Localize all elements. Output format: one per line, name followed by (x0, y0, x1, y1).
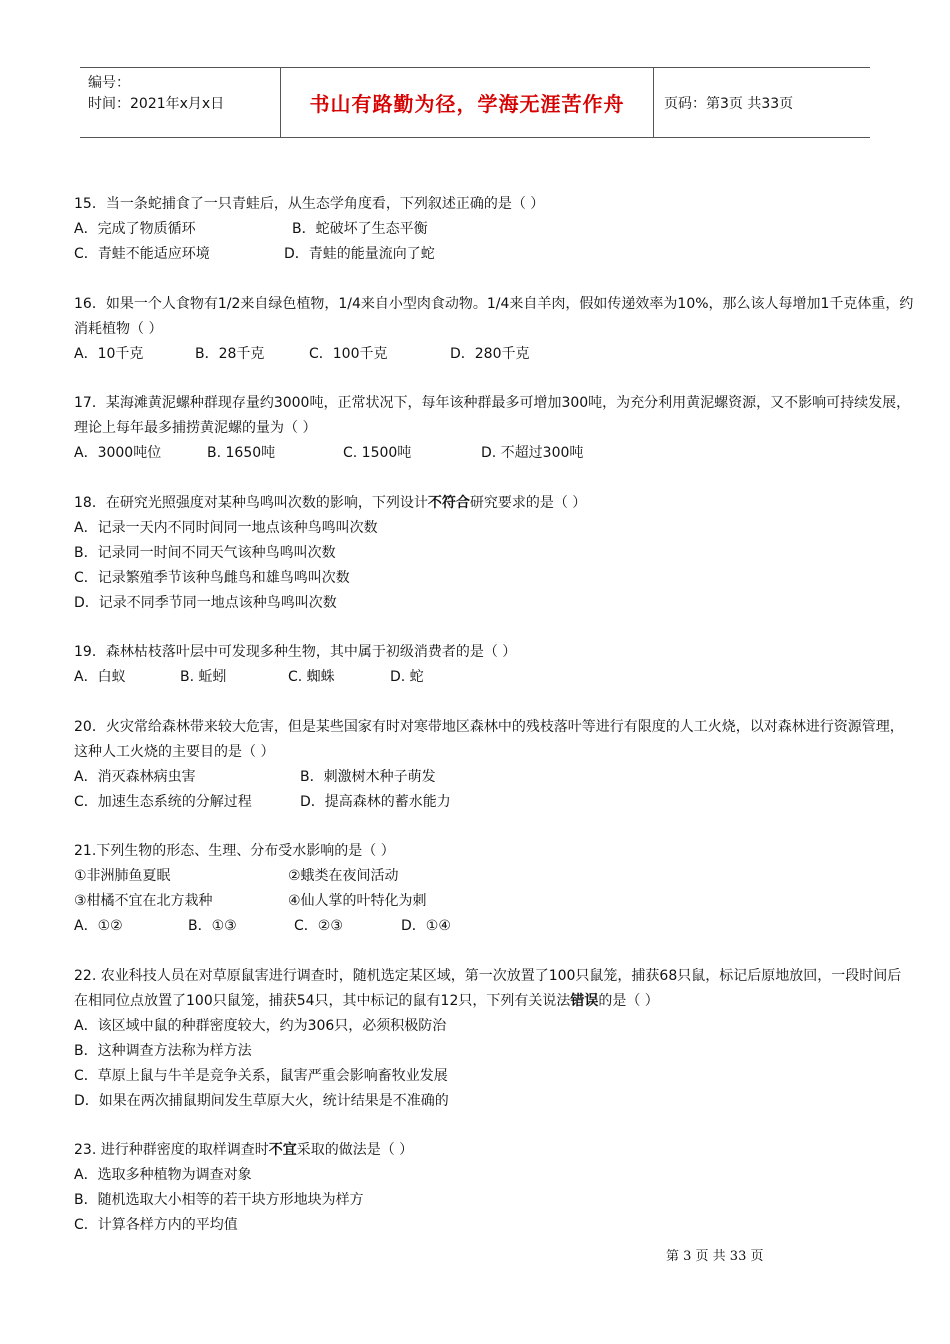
option-d: D．280千克 (450, 345, 530, 362)
option-a: A．白蚁 (74, 669, 126, 685)
question-20 (74, 715, 914, 815)
option-a: A．3000吨位 (74, 445, 162, 461)
time-label: 时间：2021年x月x日 (88, 96, 225, 112)
question-16 (74, 292, 914, 367)
option-b: B. 蚯蚓 (180, 669, 227, 685)
question-stem: 20．火灾常给森林带来较大危害，但是某些国家有时对寒带地区森林中的残枝落叶等进行有限度的人工火烧，以对森林进行资源管理，这种人工火烧的主要目的是（ ） (74, 718, 904, 760)
question-stem: 19．森林枯枝落叶层中可发现多种生物，其中属于初级消费者的是（ ） (74, 644, 517, 660)
page-header (80, 67, 870, 138)
option-a: A．10千克 (74, 345, 144, 362)
option-a: A．记录一天内不同时间同一地点该种鸟鸣叫次数 (74, 519, 378, 536)
option-c: C．青蛙不能适应环境 (74, 246, 210, 262)
option-d: D. 不超过300吨 (481, 445, 584, 461)
question-21 (74, 839, 914, 939)
question-stem: 18．在研究光照强度对某种鸟鸣叫次数的影响，下列设计不符合研究要求的是（ ） (74, 494, 587, 511)
option-b: B．记录同一时间不同天气该种鸟鸣叫次数 (74, 544, 336, 561)
option-c: C．100千克 (309, 345, 388, 362)
option-a: A．选取多种植物为调查对象 (74, 1167, 252, 1183)
option-b: B．这种调查方法称为样方法 (74, 1042, 252, 1059)
option-b: B. 1650吨 (207, 445, 276, 461)
option-b: B．随机选取大小相等的若干块方形地块为样方 (74, 1192, 364, 1208)
statement-3: ③柑橘不宜在北方栽种 (74, 893, 213, 909)
question-stem: 17．某海滩黄泥螺种群现存量约3000吨，正常状况下，每年该种群最多可增加300吨，为充分利用黄泥螺资源，又不影响可持续发展，理论上每年最多捕捞黄泥螺的量为（ ） (74, 395, 911, 436)
question-19 (74, 640, 914, 690)
option-c: C．草原上鼠与牛羊是竞争关系，鼠害严重会影响畜牧业发展 (74, 1067, 448, 1084)
option-b: B．蛇破坏了生态平衡 (292, 221, 428, 237)
number-label: 编号： (88, 75, 130, 91)
question-stem: 22. 农业科技人员在对草原鼠害进行调查时，随机选定某区域，第一次放置了100只鼠笼，捕获68只鼠，标记后原地放回，一段时间后在相同位点放置了100只鼠笼，捕获54只，其中标记的鼠有12只，下列有关说法错误的是（ ） (74, 967, 902, 1009)
question-stem: 16．如果一个人食物有1/2来自绿色植物，1/4来自小型肉食动物。1/4来自羊肉，假如传递效率为10%，那么该人每增加1千克体重，约消耗植物（ ） (74, 295, 914, 337)
question-18 (74, 491, 914, 616)
header-meta (80, 68, 281, 137)
emphasis-text: 不符合 (427, 494, 470, 511)
option-c: C. 1500吨 (343, 445, 412, 461)
option-d: D．如果在两次捕鼠期间发生草原大火，统计结果是不准确的 (74, 1092, 449, 1109)
question-list (74, 192, 914, 1263)
option-d: D．记录不同季节同一地点该种鸟鸣叫次数 (74, 594, 337, 611)
statement-1: ①非洲肺鱼夏眠 (74, 868, 171, 884)
option-c: C．记录繁殖季节该种鸟雌鸟和雄鸟鸣叫次数 (74, 569, 350, 586)
option-d: D．①④ (401, 918, 451, 934)
emphasis-text: 错误 (570, 992, 599, 1009)
option-c: C. 蜘蛛 (288, 669, 335, 685)
question-15 (74, 192, 914, 267)
option-b: B．刺激树木种子萌发 (300, 768, 436, 785)
question-23 (74, 1138, 914, 1238)
header-motto: 书山有路勤为径，学海无涯苦作舟 (309, 92, 625, 116)
question-17 (74, 391, 914, 466)
option-c: C．计算各样方内的平均值 (74, 1217, 238, 1233)
question-22 (74, 964, 914, 1114)
option-a: A．该区域中鼠的种群密度较大，约为306只，必须积极防治 (74, 1017, 447, 1034)
header-page-info: 页码：第3页 共33页 (664, 95, 794, 112)
option-a: A．完成了物质循环 (74, 221, 196, 237)
option-b: B．①③ (188, 918, 237, 934)
emphasis-text: 不宜 (268, 1142, 297, 1158)
question-stem: 21.下列生物的形态、生理、分布受水影响的是（ ） (74, 843, 395, 859)
question-stem: 23. 进行种群密度的取样调查时不宜采取的做法是（ ） (74, 1142, 414, 1158)
option-a: A．消灭森林病虫害 (74, 768, 196, 785)
option-a: A．①② (74, 918, 123, 934)
header-motto-cell (281, 68, 654, 137)
page-footer: 第 3 页 共 33 页 (666, 1249, 764, 1264)
statement-4: ④仙人掌的叶特化为刺 (288, 893, 427, 909)
question-stem: 15．当一条蛇捕食了一只青蛙后，从生态学角度看，下列叙述正确的是（ ） (74, 196, 545, 212)
option-d: D. 蛇 (390, 669, 424, 685)
option-d: D．提高森林的蓄水能力 (300, 793, 451, 810)
statement-2: ②蛾类在夜间活动 (288, 868, 399, 884)
option-c: C．②③ (294, 918, 343, 934)
option-b: B．28千克 (195, 345, 265, 362)
option-d: D．青蛙的能量流向了蛇 (284, 246, 435, 262)
option-c: C．加速生态系统的分解过程 (74, 793, 252, 810)
